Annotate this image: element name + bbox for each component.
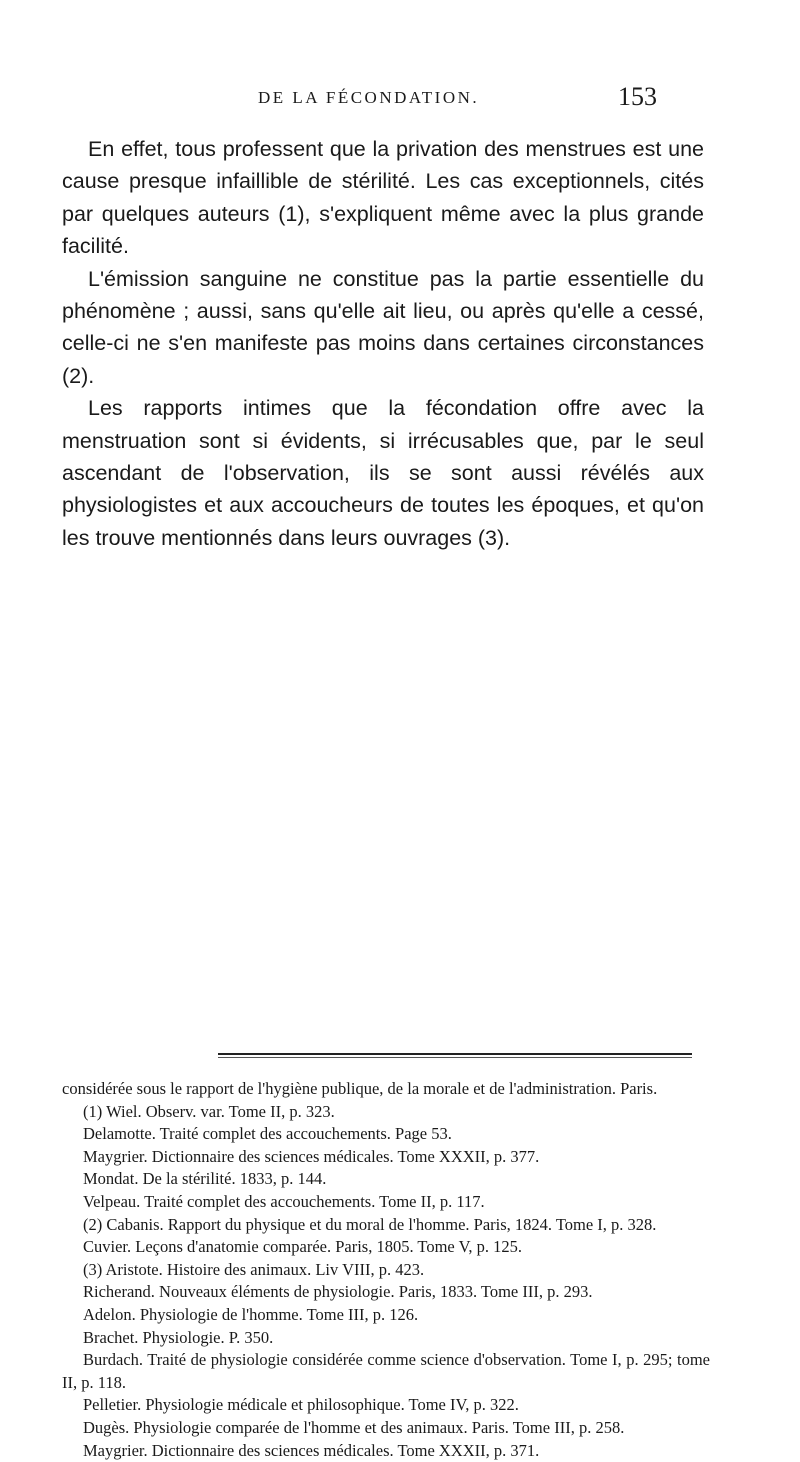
footnote-entry: Dugès. Physiologie comparée de l'homme et des animaux. Paris. Tome III, p. 258. (62, 1417, 710, 1440)
paragraph: L'émission sanguine ne constitue pas la partie essentielle du phénomène ; aussi, sans qu'elle ait lieu, ou après qu'elle a cessé, celle-ci ne s'en manifeste pas moins dans certaines circonstances (2). (62, 263, 704, 393)
footnote-entry: Delamotte. Traité complet des accouchements. Page 53. (62, 1123, 710, 1146)
footnote-entry: Adelon. Physiologie de l'homme. Tome III, p. 126. (62, 1304, 710, 1327)
footnote-entry: Burdach. Traité de physiologie considérée comme science d'observation. Tome I, p. 295; tome II, p. 118. (62, 1349, 710, 1394)
running-head: DE LA FÉCONDATION. (258, 88, 479, 108)
footnote-entry: Velpeau. Traité complet des accouchements. Tome II, p. 117. (62, 1191, 710, 1214)
footnote-entry: Cuvier. Leçons d'anatomie comparée. Paris, 1805. Tome V, p. 125. (62, 1236, 710, 1259)
footnote-entry: (1) Wiel. Observ. var. Tome II, p. 323. (62, 1101, 710, 1124)
footnote-entry: Mondat. De la stérilité. 1833, p. 144. (62, 1168, 710, 1191)
paragraph: Les rapports intimes que la fécondation offre avec la menstruation sont si évidents, si irrécusables que, par le seul ascendant de l'observation, ils se sont aussi révélés aux physiologistes et aux accoucheurs de toutes les époques, et qu'on les trouve mentionnés dans leurs ouvrages (3). (62, 392, 704, 554)
footnote-separator-thin (218, 1057, 692, 1058)
footnote-entry: Maygrier. Dictionnaire des sciences médicales. Tome XXXII, p. 377. (62, 1146, 710, 1169)
footnote-entry: (2) Cabanis. Rapport du physique et du moral de l'homme. Paris, 1824. Tome I, p. 328. (62, 1214, 710, 1237)
footnote-separator (218, 1053, 692, 1055)
paragraph: En effet, tous professent que la privation des menstrues est une cause presque infaillible de stérilité. Les cas exceptionnels, cités par quelques auteurs (1), s'expliquent même avec la plus grande facilité. (62, 133, 704, 263)
body-text (62, 133, 704, 554)
footnote-entry: Maygrier. Dictionnaire des sciences médicales. Tome XXXII, p. 371. (62, 1440, 710, 1462)
footnote-entry: Pelletier. Physiologie médicale et philosophique. Tome IV, p. 322. (62, 1394, 710, 1417)
footnote-entry: (3) Aristote. Histoire des animaux. Liv VIII, p. 423. (62, 1259, 710, 1282)
page-header (0, 82, 800, 122)
footnote-entry: Brachet. Physiologie. P. 350. (62, 1327, 710, 1350)
footnotes (62, 1078, 710, 1462)
footnote-entry: Richerand. Nouveaux éléments de physiologie. Paris, 1833. Tome III, p. 293. (62, 1281, 710, 1304)
footnote-continuation: considérée sous le rapport de l'hygiène publique, de la morale et de l'administration. Paris. (62, 1078, 710, 1101)
page-number: 153 (618, 82, 657, 112)
